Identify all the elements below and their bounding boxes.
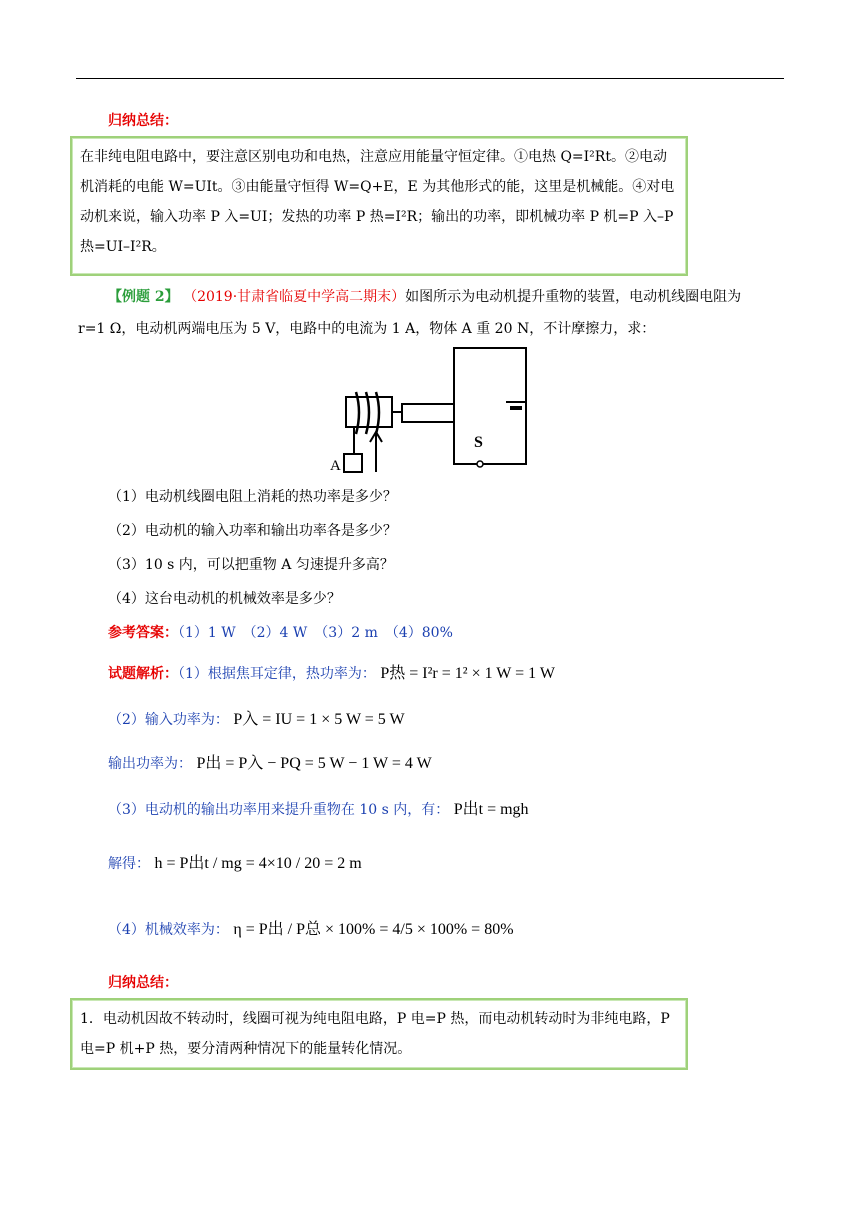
question-2: （2）电动机的输入功率和输出功率各是多少？ <box>108 523 397 539</box>
answer-label: 参考答案： <box>108 625 178 641</box>
eq-heat-power: P热 = I²r = 1² × 1 W = 1 W <box>380 665 555 682</box>
summary-box <box>70 136 688 276</box>
solution-step-1: 试题解析：（1）根据焦耳定律，热功率为： P热 = I²r = 1² × 1 W = 1 W <box>108 665 555 682</box>
example-tag: 【例题 2】 <box>108 289 179 305</box>
eq-input-power: P入 = IU = 1 × 5 W = 5 W <box>233 711 405 728</box>
summary-text: 在非纯电阻电路中，要注意区别电功和电热，注意应用能量守恒定律。①电热 Q=I²Rt。②电动机消耗的电能 W=UIt。③由能量守恒得 W=Q+E，E 为其他形式的能，这里是机械能。④对电动机来说，输入功率 P 入=UI；发热的功率 P 热=I²R；输出的功率，即机械功率 P 机=P 入–P 热=UI–I²R。 <box>80 149 675 255</box>
solution-step-5: 解得： h = P出t / mg = 4×10 / 20 = 2 m <box>108 855 362 872</box>
example-stem-1: 如图所示为电动机提升重物的装置，电动机线圈电阻为 <box>405 289 742 305</box>
answer-text: （1）1 W （2）4 W （3）2 m （4）80% <box>178 625 453 641</box>
switch-label: S <box>474 434 483 451</box>
solution-step-2: （2）输入功率为： P入 = IU = 1 × 5 W = 5 W <box>108 711 405 728</box>
object-label: A <box>330 458 341 474</box>
eq-output-power: P出 = P入 − PQ = 5 W − 1 W = 4 W <box>196 755 432 772</box>
example-stem-2: r=1 Ω，电动机两端电压为 5 V，电路中的电流为 1 A，物体 A 重 20 N，不计摩擦力，求： <box>78 321 656 337</box>
eq-height: h = P出t / mg = 4×10 / 20 = 2 m <box>154 855 362 872</box>
solution-step-3: 输出功率为： P出 = P入 − PQ = 5 W − 1 W = 4 W <box>108 755 432 772</box>
eq-efficiency: η = P出 / P总 × 100% = 4/5 × 100% = 80% <box>233 921 514 938</box>
eq-work: P出t = mgh <box>453 801 529 818</box>
summary-heading: 归纳总结： <box>108 113 178 129</box>
question-3: （3）10 s 内，可以把重物 A 匀速提升多高？ <box>108 557 394 573</box>
solution-step-4: （3）电动机的输出功率用来提升重物在 10 s 内，有： P出t = mgh <box>108 801 529 818</box>
header-rule <box>76 78 784 79</box>
solution-step-6: （4）机械效率为： η = P出 / P总 × 100% = 4/5 × 100% = 80% <box>108 921 514 938</box>
summary2-text: 1．电动机因故不转动时，线圈可视为纯电阻电路，P 电=P 热，而电动机转动时为非纯电路，P 电=P 机+P 热，要分清两种情况下的能量转化情况。 <box>80 1011 670 1057</box>
example-source: （2019·甘肃省临夏中学高二期末） <box>183 289 406 305</box>
summary2-box <box>70 998 688 1070</box>
question-1: （1）电动机线圈电阻上消耗的热功率是多少？ <box>108 489 397 505</box>
summary2-heading: 归纳总结： <box>108 975 178 991</box>
question-4: （4）这台电动机的机械效率是多少？ <box>108 591 341 607</box>
motor-circuit-figure <box>330 342 536 478</box>
answer-line <box>108 622 453 642</box>
solution-label: 试题解析： <box>108 666 178 682</box>
example-line1 <box>108 286 741 306</box>
